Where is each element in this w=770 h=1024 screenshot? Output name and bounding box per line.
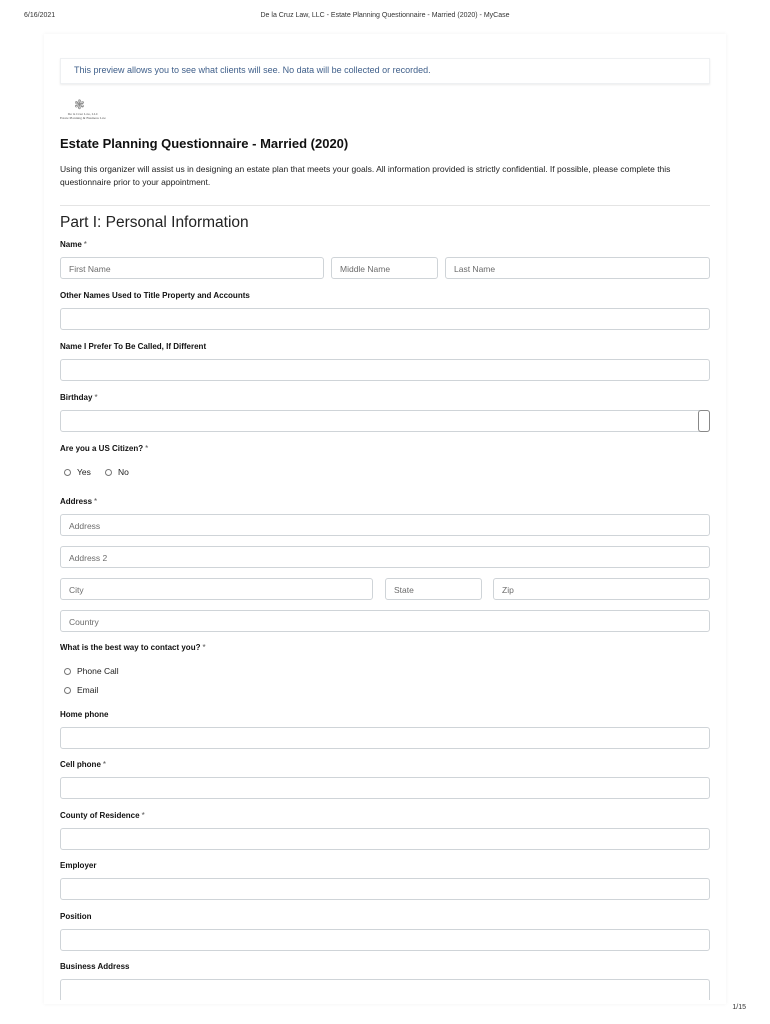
citizen-no-radio[interactable]: No xyxy=(105,467,129,477)
state-input[interactable]: State xyxy=(385,578,482,600)
birthday-label: Birthday * xyxy=(60,393,98,402)
radio-circle-icon xyxy=(64,469,71,476)
other-names-input[interactable] xyxy=(60,308,710,330)
contact-phone-radio[interactable]: Phone Call xyxy=(64,666,119,676)
preferred-name-input[interactable] xyxy=(60,359,710,381)
form-title: Estate Planning Questionnaire - Married (2020) xyxy=(60,136,349,151)
radio-circle-icon xyxy=(64,687,71,694)
birthday-input[interactable] xyxy=(60,410,710,432)
cell-phone-label: Cell phone * xyxy=(60,760,107,769)
logo-text: De la Cruz Law, LLC Estate Planning & Business Law xyxy=(60,112,106,120)
address-line1-input[interactable]: Address xyxy=(60,514,710,536)
required-mark: * xyxy=(145,444,149,453)
required-mark: * xyxy=(202,643,206,652)
required-mark: * xyxy=(102,760,107,769)
first-name-input[interactable]: First Name xyxy=(60,257,324,279)
required-mark: * xyxy=(83,240,87,249)
employer-label: Employer xyxy=(60,861,97,870)
employer-input[interactable] xyxy=(60,878,710,900)
required-mark: * xyxy=(94,393,98,402)
address-label: Address * xyxy=(60,497,98,506)
preview-notice: This preview allows you to see what clients will see. No data will be collected or recorded. xyxy=(60,58,710,84)
county-label: County of Residence * xyxy=(60,811,145,820)
section-title: Part I: Personal Information xyxy=(60,214,249,231)
country-input[interactable]: Country xyxy=(60,610,710,632)
position-label: Position xyxy=(60,912,92,921)
middle-name-input[interactable]: Middle Name xyxy=(331,257,438,279)
form-intro: Using this organizer will assist us in designing an estate plan that meets your goals. All information provided is strictly confidential. If possible, please complete this questionnaire prior to your appointment. xyxy=(60,164,671,187)
cell-phone-input[interactable] xyxy=(60,777,710,799)
divider xyxy=(60,205,710,206)
zip-input[interactable]: Zip xyxy=(493,578,710,600)
position-input[interactable] xyxy=(60,929,710,951)
citizen-yes-radio[interactable]: Yes xyxy=(64,467,91,477)
business-address-input[interactable] xyxy=(60,979,710,1000)
preferred-name-label: Name I Prefer To Be Called, If Different xyxy=(60,342,207,351)
name-label: Name * xyxy=(60,240,87,249)
address-line2-input[interactable]: Address 2 xyxy=(60,546,710,568)
radio-circle-icon xyxy=(105,469,112,476)
city-input[interactable]: City xyxy=(60,578,373,600)
required-mark: * xyxy=(141,811,145,820)
contact-label: What is the best way to contact you? * xyxy=(60,643,206,652)
home-phone-input[interactable] xyxy=(60,727,710,749)
firm-logo xyxy=(60,98,106,124)
home-phone-label: Home phone xyxy=(60,710,109,719)
citizen-label: Are you a US Citizen? * xyxy=(60,444,149,453)
business-address-label: Business Address xyxy=(60,962,130,971)
radio-circle-icon xyxy=(64,668,71,675)
print-title: De la Cruz Law, LLC - Estate Planning Questionnaire - Married (2020) - MyCase xyxy=(260,12,510,19)
county-input[interactable] xyxy=(60,828,710,850)
other-names-label: Other Names Used to Title Property and Accounts xyxy=(60,291,250,300)
last-name-input[interactable]: Last Name xyxy=(445,257,710,279)
required-mark: * xyxy=(94,497,98,506)
page-number: 1/15 xyxy=(732,1004,746,1011)
date-picker-button[interactable] xyxy=(698,410,710,432)
print-date: 6/16/2021 xyxy=(24,12,56,19)
logo-emblem-icon: ❃ xyxy=(74,97,85,112)
contact-email-radio[interactable]: Email xyxy=(64,685,98,695)
